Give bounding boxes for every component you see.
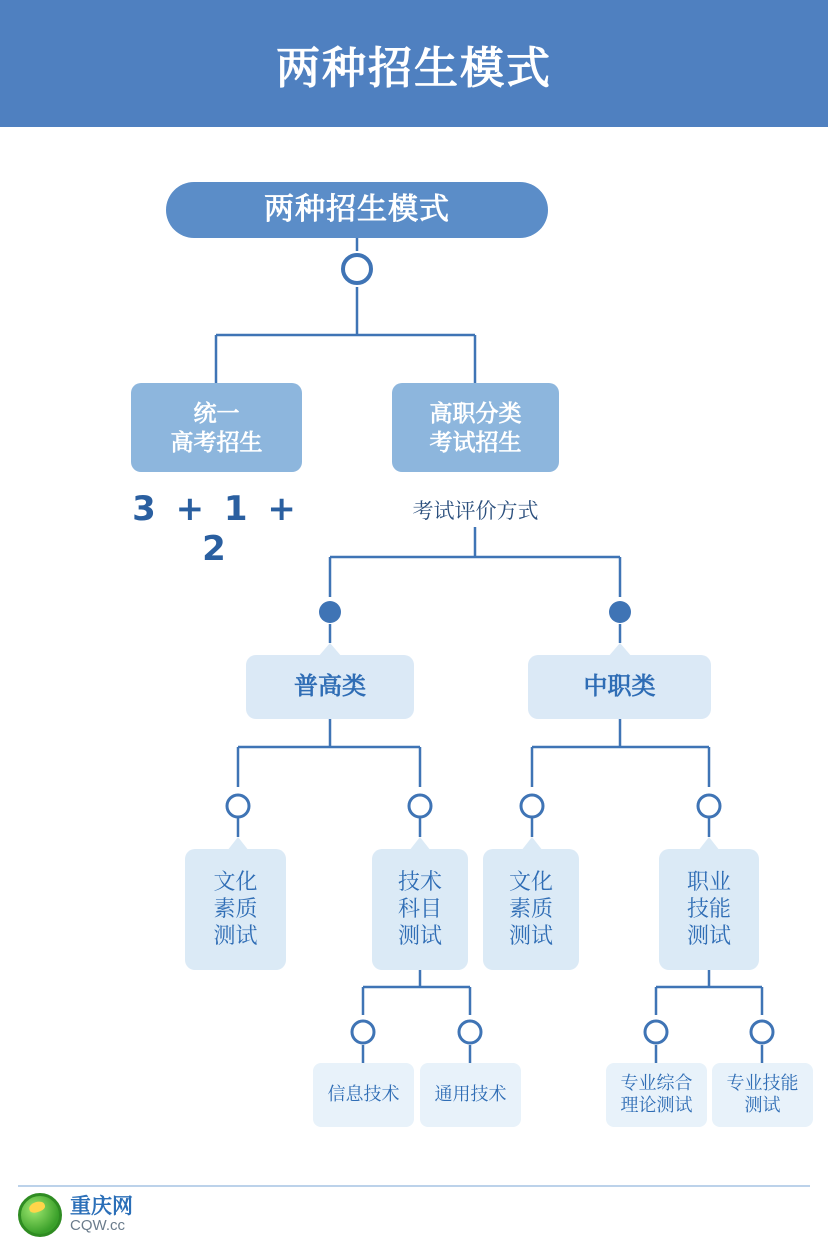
node-vocational-skill-test-line1: 职业 <box>686 869 731 895</box>
node-technical-subject-test[interactable] <box>372 849 468 970</box>
node-general-technology[interactable] <box>420 1063 521 1127</box>
node-technical-subject-test-line1: 技术 <box>397 869 442 895</box>
node-major-comprehensive-theory-test[interactable] <box>606 1063 707 1127</box>
node-major-skill-test-line1: 专业技能 <box>726 1073 799 1094</box>
node-secondary-vocational[interactable] <box>528 655 711 719</box>
node-culture-quality-test-2-line3: 测试 <box>508 922 553 948</box>
node-major-comprehensive-theory-test-line1: 专业综合 <box>620 1073 693 1094</box>
node-major-skill-test[interactable] <box>712 1063 813 1127</box>
node-vocational-skill-test-line2: 技能 <box>686 896 731 922</box>
globe-icon <box>18 1193 62 1237</box>
node-unified-gaokao-line1: 统一 <box>193 400 240 427</box>
caption-exam-evaluation: 考试评价方式 <box>412 500 539 523</box>
node-information-technology[interactable] <box>313 1063 414 1127</box>
node-vocational-skill-test-line3: 测试 <box>686 922 731 948</box>
node-major-skill-test-line2: 测试 <box>744 1095 781 1115</box>
node-major-comprehensive-theory-test-line2: 理论测试 <box>620 1095 693 1115</box>
node-vocational-line2: 考试招生 <box>429 428 522 455</box>
node-technical-subject-test-line2: 科目 <box>397 896 442 922</box>
page-footer <box>0 1167 828 1241</box>
node-culture-quality-test-2-line1: 文化 <box>508 869 553 895</box>
node-culture-quality-test-2[interactable] <box>483 849 579 970</box>
node-vocational-line1: 高职分类 <box>429 400 522 427</box>
node-secondary-vocational-label: 中职类 <box>583 673 656 701</box>
node-general-high-school[interactable] <box>246 655 414 719</box>
diagram-canvas <box>0 127 828 1167</box>
connector-lines <box>0 127 828 1167</box>
node-unified-gaokao[interactable] <box>131 383 302 472</box>
node-root-label: 两种招生模式 <box>264 192 450 226</box>
badge-3-1-2: 3 + 1 + 2 <box>132 489 300 569</box>
page-title: 两种招生模式 <box>276 42 552 94</box>
node-culture-quality-test-1[interactable] <box>185 849 286 970</box>
node-technical-subject-test-line3: 测试 <box>397 922 442 948</box>
page-header <box>0 0 828 127</box>
node-information-technology-line1: 信息技术 <box>327 1084 400 1105</box>
footer-divider <box>18 1185 810 1187</box>
watermark-cn: 重庆网 <box>70 1195 133 1219</box>
node-culture-quality-test-1-line3: 测试 <box>213 922 258 948</box>
node-vocational-skill-test[interactable] <box>659 849 759 970</box>
node-culture-quality-test-1-line2: 素质 <box>213 896 258 922</box>
node-unified-gaokao-line2: 高考招生 <box>170 428 263 455</box>
node-general-technology-line1: 通用技术 <box>434 1084 507 1105</box>
watermark-en: CQW.cc <box>70 1217 125 1235</box>
node-root[interactable] <box>166 182 548 238</box>
node-vocational-classified-exam[interactable] <box>392 383 559 472</box>
watermark <box>18 1193 133 1237</box>
node-general-high-school-label: 普高类 <box>294 673 366 701</box>
node-culture-quality-test-2-line2: 素质 <box>508 896 553 922</box>
node-culture-quality-test-1-line1: 文化 <box>213 869 258 895</box>
